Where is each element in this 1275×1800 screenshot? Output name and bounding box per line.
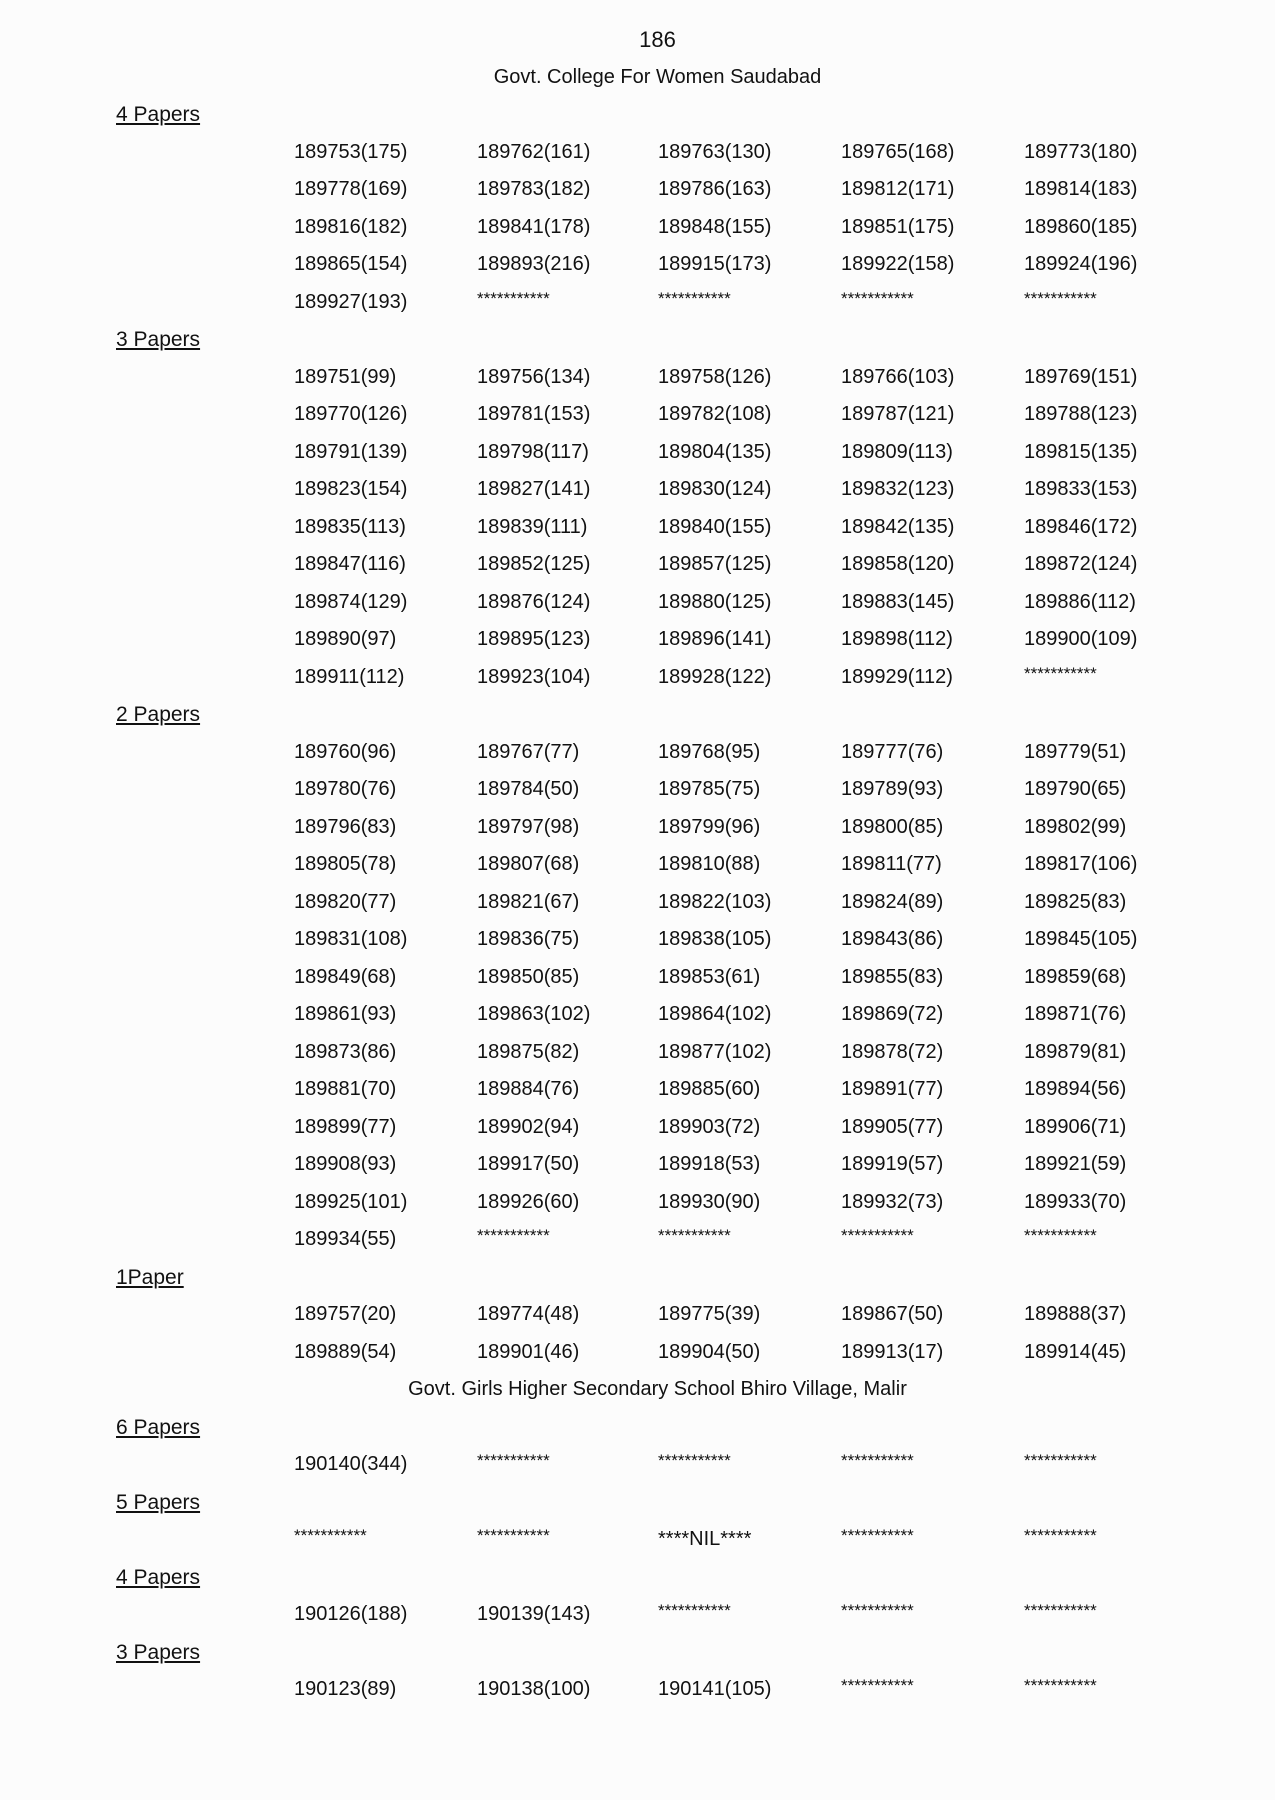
roll-number-entry: 189783(182): [477, 178, 591, 200]
roll-number-entry: 189905(77): [841, 1115, 944, 1138]
school-title: Govt. Girls Higher Secondary School Bhiro Village, Malir: [408, 1378, 907, 1400]
roll-number-entry: 189864(102): [658, 1003, 772, 1025]
document-page: [0, 21, 1275, 1709]
papers-group-heading: [0, 1409, 1275, 1447]
roll-number-entry: 189852(125): [477, 553, 591, 575]
roll-number-entry: 189898(112): [841, 628, 953, 650]
roll-number-entry: 189885(60): [658, 1078, 761, 1100]
roll-number-entry: 189830(124): [658, 478, 772, 500]
result-row: [0, 171, 1275, 209]
result-row: [0, 734, 1275, 772]
result-row: [0, 1184, 1275, 1222]
roll-number-entry: 189922(158): [841, 253, 955, 275]
roll-number-entry: 189859(68): [1024, 965, 1127, 988]
roll-number-entry: 189780(76): [294, 778, 397, 800]
roll-number-entry: 189839(111): [477, 515, 588, 538]
roll-number-entry: 189848(155): [658, 215, 772, 238]
roll-number-entry: 189881(70): [294, 1078, 397, 1100]
result-row: [0, 996, 1275, 1034]
empty-slot: ***********: [841, 1226, 914, 1245]
roll-number-entry: 189883(145): [841, 590, 955, 613]
roll-number-entry: 189853(61): [658, 965, 761, 988]
roll-number-entry: 189908(93): [294, 1153, 397, 1175]
empty-slot: ***********: [477, 1451, 550, 1470]
result-row: [0, 396, 1275, 434]
result-row: [0, 1671, 1275, 1709]
result-row: [0, 434, 1275, 472]
roll-number-entry: 189914(45): [1024, 1340, 1127, 1363]
empty-slot: ***********: [1024, 1676, 1097, 1695]
roll-number-entry: 189850(85): [477, 965, 580, 988]
roll-number-entry: 189769(151): [1024, 365, 1138, 388]
roll-number-entry: 189849(68): [294, 965, 397, 988]
empty-slot: ***********: [841, 288, 914, 308]
papers-group-heading: [0, 696, 1275, 734]
roll-number-entry: 189871(76): [1024, 1003, 1127, 1025]
roll-number-entry: 189884(76): [477, 1078, 580, 1100]
roll-number-entry: 189872(124): [1024, 553, 1138, 575]
roll-number-entry: 189763(130): [658, 140, 772, 163]
result-row: [0, 959, 1275, 997]
roll-number-entry: 189858(120): [841, 553, 955, 575]
roll-number-entry: 189865(154): [294, 253, 408, 275]
roll-number-entry: 189757(20): [294, 1303, 397, 1325]
roll-number-entry: 189814(183): [1024, 178, 1138, 200]
papers-group-label: 5 Papers: [116, 1490, 201, 1514]
roll-number-entry: 189796(83): [294, 815, 397, 838]
roll-number-entry: 189788(123): [1024, 403, 1138, 425]
roll-number-entry: 189863(102): [477, 1003, 591, 1025]
empty-slot: ***********: [294, 1526, 367, 1545]
roll-number-entry: 189913(17): [841, 1340, 944, 1363]
roll-number-entry: 189926(60): [477, 1190, 580, 1213]
roll-number-entry: 189903(72): [658, 1115, 761, 1138]
roll-number-entry: 189842(135): [841, 515, 955, 538]
roll-number-entry: 190126(188): [294, 1603, 408, 1625]
roll-number-entry: 189847(116): [294, 553, 406, 575]
roll-number-entry: 189876(124): [477, 590, 591, 613]
empty-slot: ***********: [1024, 1526, 1097, 1545]
papers-group-label: 4 Papers: [116, 1565, 201, 1589]
roll-number-entry: 189927(193): [294, 290, 408, 313]
roll-number-entry: 189798(117): [477, 440, 589, 463]
roll-number-entry: 189869(72): [841, 1003, 944, 1025]
roll-number-entry: 189875(82): [477, 1040, 580, 1063]
empty-slot: ***********: [841, 1676, 914, 1695]
result-row: [0, 134, 1275, 172]
roll-number-entry: 189894(56): [1024, 1078, 1127, 1100]
roll-number-entry: 189846(172): [1024, 515, 1138, 538]
roll-number-entry: 189774(48): [477, 1303, 580, 1325]
empty-slot: ***********: [1024, 1226, 1097, 1245]
roll-number-entry: 189821(67): [477, 890, 580, 913]
result-row: [0, 1296, 1275, 1334]
roll-number-entry: 189770(126): [294, 403, 408, 425]
roll-number-entry: 189773(180): [1024, 140, 1138, 163]
result-row: [0, 809, 1275, 847]
result-row: [0, 1034, 1275, 1072]
roll-number-entry: 189889(54): [294, 1340, 397, 1363]
papers-group-label: 6 Papers: [116, 1415, 201, 1439]
roll-number-entry: 189841(178): [477, 215, 591, 238]
result-row: [0, 584, 1275, 622]
roll-number-entry: 189921(59): [1024, 1153, 1127, 1175]
result-row: [0, 1221, 1275, 1259]
empty-slot: ***********: [841, 1601, 914, 1620]
roll-number-entry: 189902(94): [477, 1115, 580, 1138]
roll-number-entry: 189758(126): [658, 365, 772, 388]
result-row: [0, 1146, 1275, 1184]
result-row: [0, 246, 1275, 284]
roll-number-entry: 189815(135): [1024, 440, 1138, 463]
roll-number-entry: 189895(123): [477, 628, 591, 650]
papers-group-heading: [0, 1634, 1275, 1672]
roll-number-entry: 189809(113): [841, 440, 953, 463]
roll-number-entry: 189840(155): [658, 515, 772, 538]
roll-number-entry: 189785(75): [658, 778, 761, 800]
roll-number-entry: 189878(72): [841, 1040, 944, 1063]
result-row: [0, 509, 1275, 547]
roll-number-entry: 189807(68): [477, 853, 580, 875]
result-row: [0, 284, 1275, 322]
roll-number-entry: 189816(182): [294, 215, 408, 238]
roll-number-entry: 189843(86): [841, 928, 944, 950]
roll-number-entry: 189775(39): [658, 1303, 761, 1325]
roll-number-entry: 189879(81): [1024, 1040, 1127, 1063]
roll-number-entry: 189929(112): [841, 665, 953, 688]
papers-group-label: 1Paper: [116, 1265, 184, 1289]
roll-number-entry: 189877(102): [658, 1040, 772, 1063]
roll-number-entry: 189924(196): [1024, 253, 1138, 275]
roll-number-entry: 189867(50): [841, 1303, 944, 1325]
papers-group-heading: [0, 96, 1275, 134]
roll-number-entry: 189766(103): [841, 365, 955, 388]
roll-number-entry: 189845(105): [1024, 928, 1138, 950]
papers-group-label: 2 Papers: [116, 703, 201, 726]
roll-number-entry: 189915(173): [658, 253, 772, 275]
roll-number-entry: 189899(77): [294, 1115, 397, 1138]
roll-number-entry: 189777(76): [841, 740, 944, 763]
roll-number-entry: 189896(141): [658, 628, 772, 650]
roll-number-entry: 189802(99): [1024, 815, 1127, 838]
papers-group-heading: [0, 321, 1275, 359]
papers-group-label: 3 Papers: [116, 328, 201, 351]
empty-slot: ***********: [1024, 1601, 1097, 1620]
result-row: [0, 921, 1275, 959]
roll-number-entry: 189804(135): [658, 440, 772, 463]
result-row: [0, 1109, 1275, 1147]
result-row: [0, 1446, 1275, 1484]
roll-number-entry: 190138(100): [477, 1678, 591, 1700]
roll-number-entry: ****NIL****: [658, 1528, 752, 1550]
roll-number-entry: 189928(122): [658, 665, 772, 688]
roll-number-entry: 189904(50): [658, 1340, 761, 1363]
result-row: [0, 1334, 1275, 1372]
empty-slot: ***********: [1024, 288, 1097, 308]
roll-number-entry: 189811(77): [841, 853, 942, 875]
roll-number-entry: 189800(85): [841, 815, 944, 838]
empty-slot: ***********: [1024, 663, 1097, 683]
empty-slot: ***********: [841, 1451, 914, 1470]
empty-slot: ***********: [658, 288, 731, 308]
roll-number-entry: 189797(98): [477, 815, 580, 838]
roll-number-entry: 189838(105): [658, 928, 772, 950]
roll-number-entry: 189805(78): [294, 853, 397, 875]
roll-number-entry: 189930(90): [658, 1190, 761, 1213]
roll-number-entry: 189822(103): [658, 890, 772, 913]
papers-group-heading: [0, 1259, 1275, 1297]
roll-number-entry: 189934(55): [294, 1228, 397, 1250]
result-row: [0, 546, 1275, 584]
result-row: [0, 621, 1275, 659]
roll-number-entry: 189753(175): [294, 140, 408, 163]
roll-number-entry: 189786(163): [658, 178, 772, 200]
roll-number-entry: 189778(169): [294, 178, 408, 200]
roll-number-entry: 189857(125): [658, 553, 772, 575]
roll-number-entry: 189820(77): [294, 890, 397, 913]
roll-number-entry: 189860(185): [1024, 215, 1138, 238]
roll-number-entry: 189873(86): [294, 1040, 397, 1063]
roll-number-entry: 189765(168): [841, 140, 955, 163]
page-number: 186: [639, 27, 676, 52]
papers-group-label: 4 Papers: [116, 103, 201, 126]
roll-number-entry: 190139(143): [477, 1603, 591, 1625]
roll-number-entry: 189825(83): [1024, 890, 1127, 913]
roll-number-entry: 189831(108): [294, 928, 408, 950]
roll-number-entry: 189823(154): [294, 478, 408, 500]
result-row: [0, 209, 1275, 247]
result-row: [0, 471, 1275, 509]
roll-number-entry: 189756(134): [477, 365, 591, 388]
roll-number-entry: 189891(77): [841, 1078, 944, 1100]
papers-group-heading: [0, 1559, 1275, 1597]
roll-number-entry: 189901(46): [477, 1340, 580, 1363]
roll-number-entry: 190123(89): [294, 1678, 397, 1700]
roll-number-entry: 189911(112): [294, 665, 405, 688]
empty-slot: ***********: [477, 1226, 550, 1245]
roll-number-entry: 189799(96): [658, 815, 761, 838]
roll-number-entry: 189836(75): [477, 928, 580, 950]
roll-number-entry: 189781(153): [477, 403, 591, 425]
empty-slot: ***********: [658, 1451, 731, 1470]
roll-number-entry: 189906(71): [1024, 1115, 1127, 1138]
roll-number-entry: 189791(139): [294, 440, 408, 463]
roll-number-entry: 189886(112): [1024, 590, 1136, 613]
roll-number-entry: 189789(93): [841, 778, 944, 800]
roll-number-entry: 189787(121): [841, 403, 955, 425]
roll-number-entry: 189779(51): [1024, 740, 1127, 763]
roll-number-entry: 189923(104): [477, 665, 591, 688]
papers-group-label: 3 Papers: [116, 1640, 201, 1664]
roll-number-entry: 189767(77): [477, 740, 580, 763]
roll-number-entry: 189851(175): [841, 215, 955, 238]
roll-number-entry: 189827(141): [477, 478, 591, 500]
result-row: [0, 1596, 1275, 1634]
result-row: [0, 359, 1275, 397]
roll-number-entry: 189919(57): [841, 1153, 944, 1175]
empty-slot: ***********: [841, 1526, 914, 1545]
empty-slot: ***********: [477, 288, 550, 308]
school-title: Govt. College For Women Saudabad: [493, 65, 822, 88]
roll-number-entry: 189861(93): [294, 1003, 397, 1025]
roll-number-entry: 189751(99): [294, 365, 397, 388]
empty-slot: ***********: [658, 1226, 731, 1245]
roll-number-entry: 189782(108): [658, 403, 772, 425]
papers-group-heading: [0, 1484, 1275, 1522]
roll-number-entry: 189810(88): [658, 853, 761, 875]
roll-number-entry: 189833(153): [1024, 478, 1138, 500]
roll-number-entry: 189762(161): [477, 140, 591, 163]
roll-number-entry: 190141(105): [658, 1678, 772, 1700]
roll-number-entry: 189874(129): [294, 590, 408, 613]
roll-number-entry: 189925(101): [294, 1190, 408, 1213]
result-row: [0, 771, 1275, 809]
roll-number-entry: 189888(37): [1024, 1303, 1127, 1325]
roll-number-entry: 190140(344): [294, 1453, 408, 1475]
roll-number-entry: 189900(109): [1024, 628, 1138, 650]
empty-slot: ***********: [1024, 1451, 1097, 1470]
roll-number-entry: 189918(53): [658, 1153, 761, 1175]
roll-number-entry: 189855(83): [841, 965, 944, 988]
roll-number-entry: 189812(171): [841, 178, 955, 200]
roll-number-entry: 189817(106): [1024, 853, 1138, 875]
roll-number-entry: 189890(97): [294, 628, 397, 650]
empty-slot: ***********: [658, 1601, 731, 1620]
roll-number-entry: 189893(216): [477, 253, 591, 275]
roll-number-entry: 189880(125): [658, 590, 772, 613]
result-row: [0, 846, 1275, 884]
roll-number-entry: 189832(123): [841, 478, 955, 500]
roll-number-entry: 189784(50): [477, 778, 580, 800]
roll-number-entry: 189824(89): [841, 890, 944, 913]
roll-number-entry: 189760(96): [294, 740, 397, 763]
result-row: [0, 659, 1275, 697]
result-row: [0, 1071, 1275, 1109]
roll-number-entry: 189790(65): [1024, 778, 1127, 800]
roll-number-entry: 189932(73): [841, 1190, 944, 1213]
roll-number-entry: 189917(50): [477, 1153, 580, 1175]
result-row: [0, 884, 1275, 922]
result-row: [0, 1521, 1275, 1559]
roll-number-entry: 189933(70): [1024, 1190, 1127, 1213]
empty-slot: ***********: [477, 1526, 550, 1545]
roll-number-entry: 189768(95): [658, 740, 761, 763]
roll-number-entry: 189835(113): [294, 515, 406, 538]
